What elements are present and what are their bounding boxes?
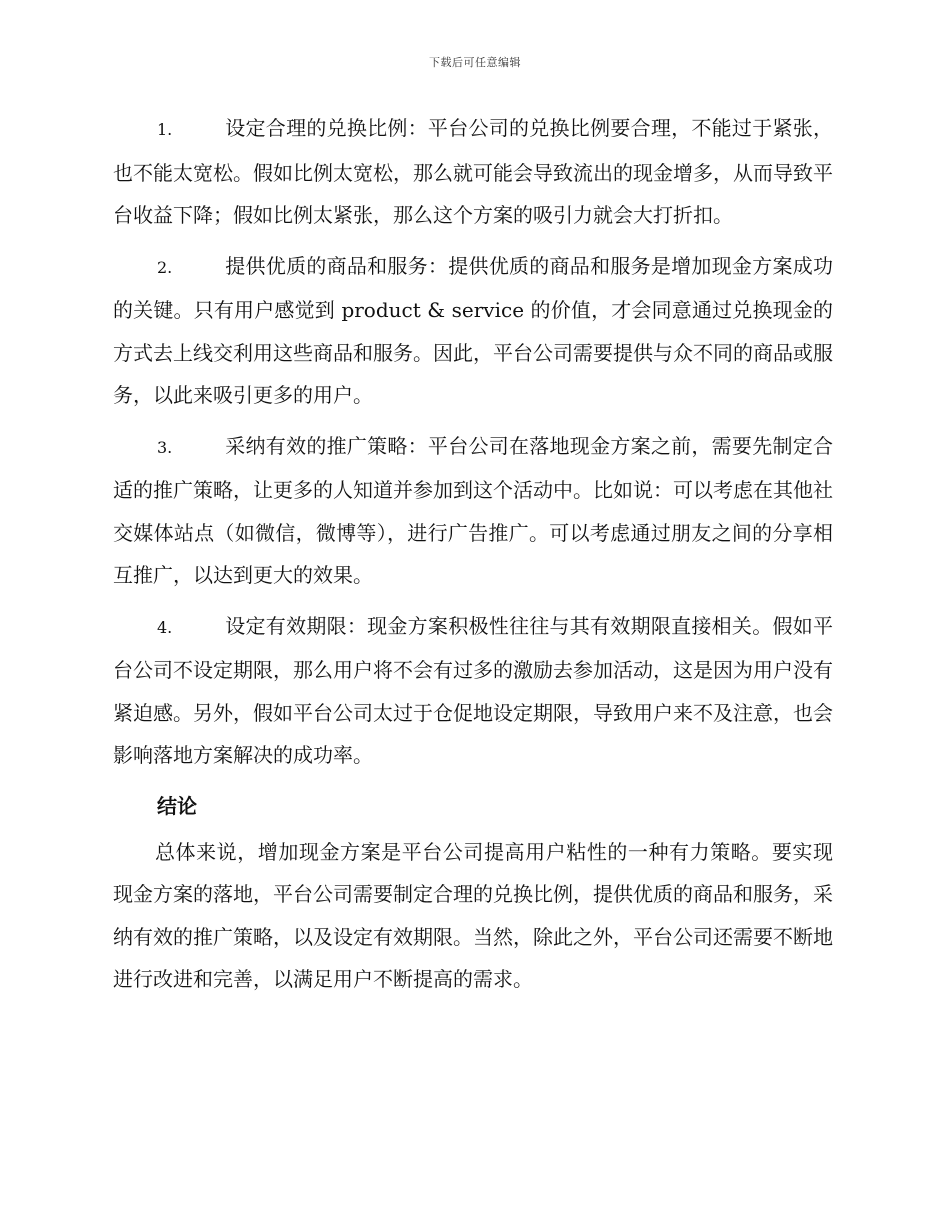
list-number: 3. [157,437,173,457]
conclusion-heading: 结论 [157,793,197,818]
list-number: 4. [157,617,173,637]
list-number: 2. [157,257,173,277]
list-item-text: 采纳有效的推广策略：平台公司在落地现金方案之前，需要先制定合适的推广策略，让更多的人知道并参加到这个活动中。比如说：可以考虑在其他社交媒体站点（如微信，微博等），进行广告推广。可以考虑通过朋友之间的分享相互推广，以达到更大的效果。 [113,433,833,587]
list-item-2 [113,245,833,417]
list-item-4 [113,605,833,777]
list-item-3 [113,425,833,597]
document-body [113,107,833,1009]
list-item-1 [113,107,833,237]
list-item-text: 设定有效期限：现金方案积极性往往与其有效期限直接相关。假如平台公司不设定期限，那么用户将不会有过多的激励去参加活动，这是因为用户没有紧迫感。另外，假如平台公司太过于仓促地设定期限，导致用户来不及注意，也会影响落地方案解决的成功率。 [113,613,833,767]
page-header: 下载后可任意编辑 [429,56,521,69]
list-number: 1. [157,120,173,139]
list-item-text: 设定合理的兑换比例：平台公司的兑换比例要合理，不能过于紧张，也不能太宽松。假如比例太宽松，那么就可能会导致流出的现金增多，从而导致平台收益下降；假如比例太紧张，那么这个方案的吸引力就会大打折扣。 [113,116,833,227]
list-item-text: 提供优质的商品和服务：提供优质的商品和服务是增加现金方案成功的关键。只有用户感觉到 product & service 的价值，才会同意通过兑换现金的方式去上线交利用这些商品和服务。因此，平台公司需要提供与众不同的商品或服务，以此来吸引更多的用户。 [113,253,833,407]
conclusion-paragraph: 总体来说，增加现金方案是平台公司提高用户粘性的一种有力策略。要实现现金方案的落地，平台公司需要制定合理的兑换比例，提供优质的商品和服务，采纳有效的推广策略，以及设定有效期限。当然，除此之外，平台公司还需要不断地进行改进和完善，以满足用户不断提高的需求。 [113,839,833,991]
